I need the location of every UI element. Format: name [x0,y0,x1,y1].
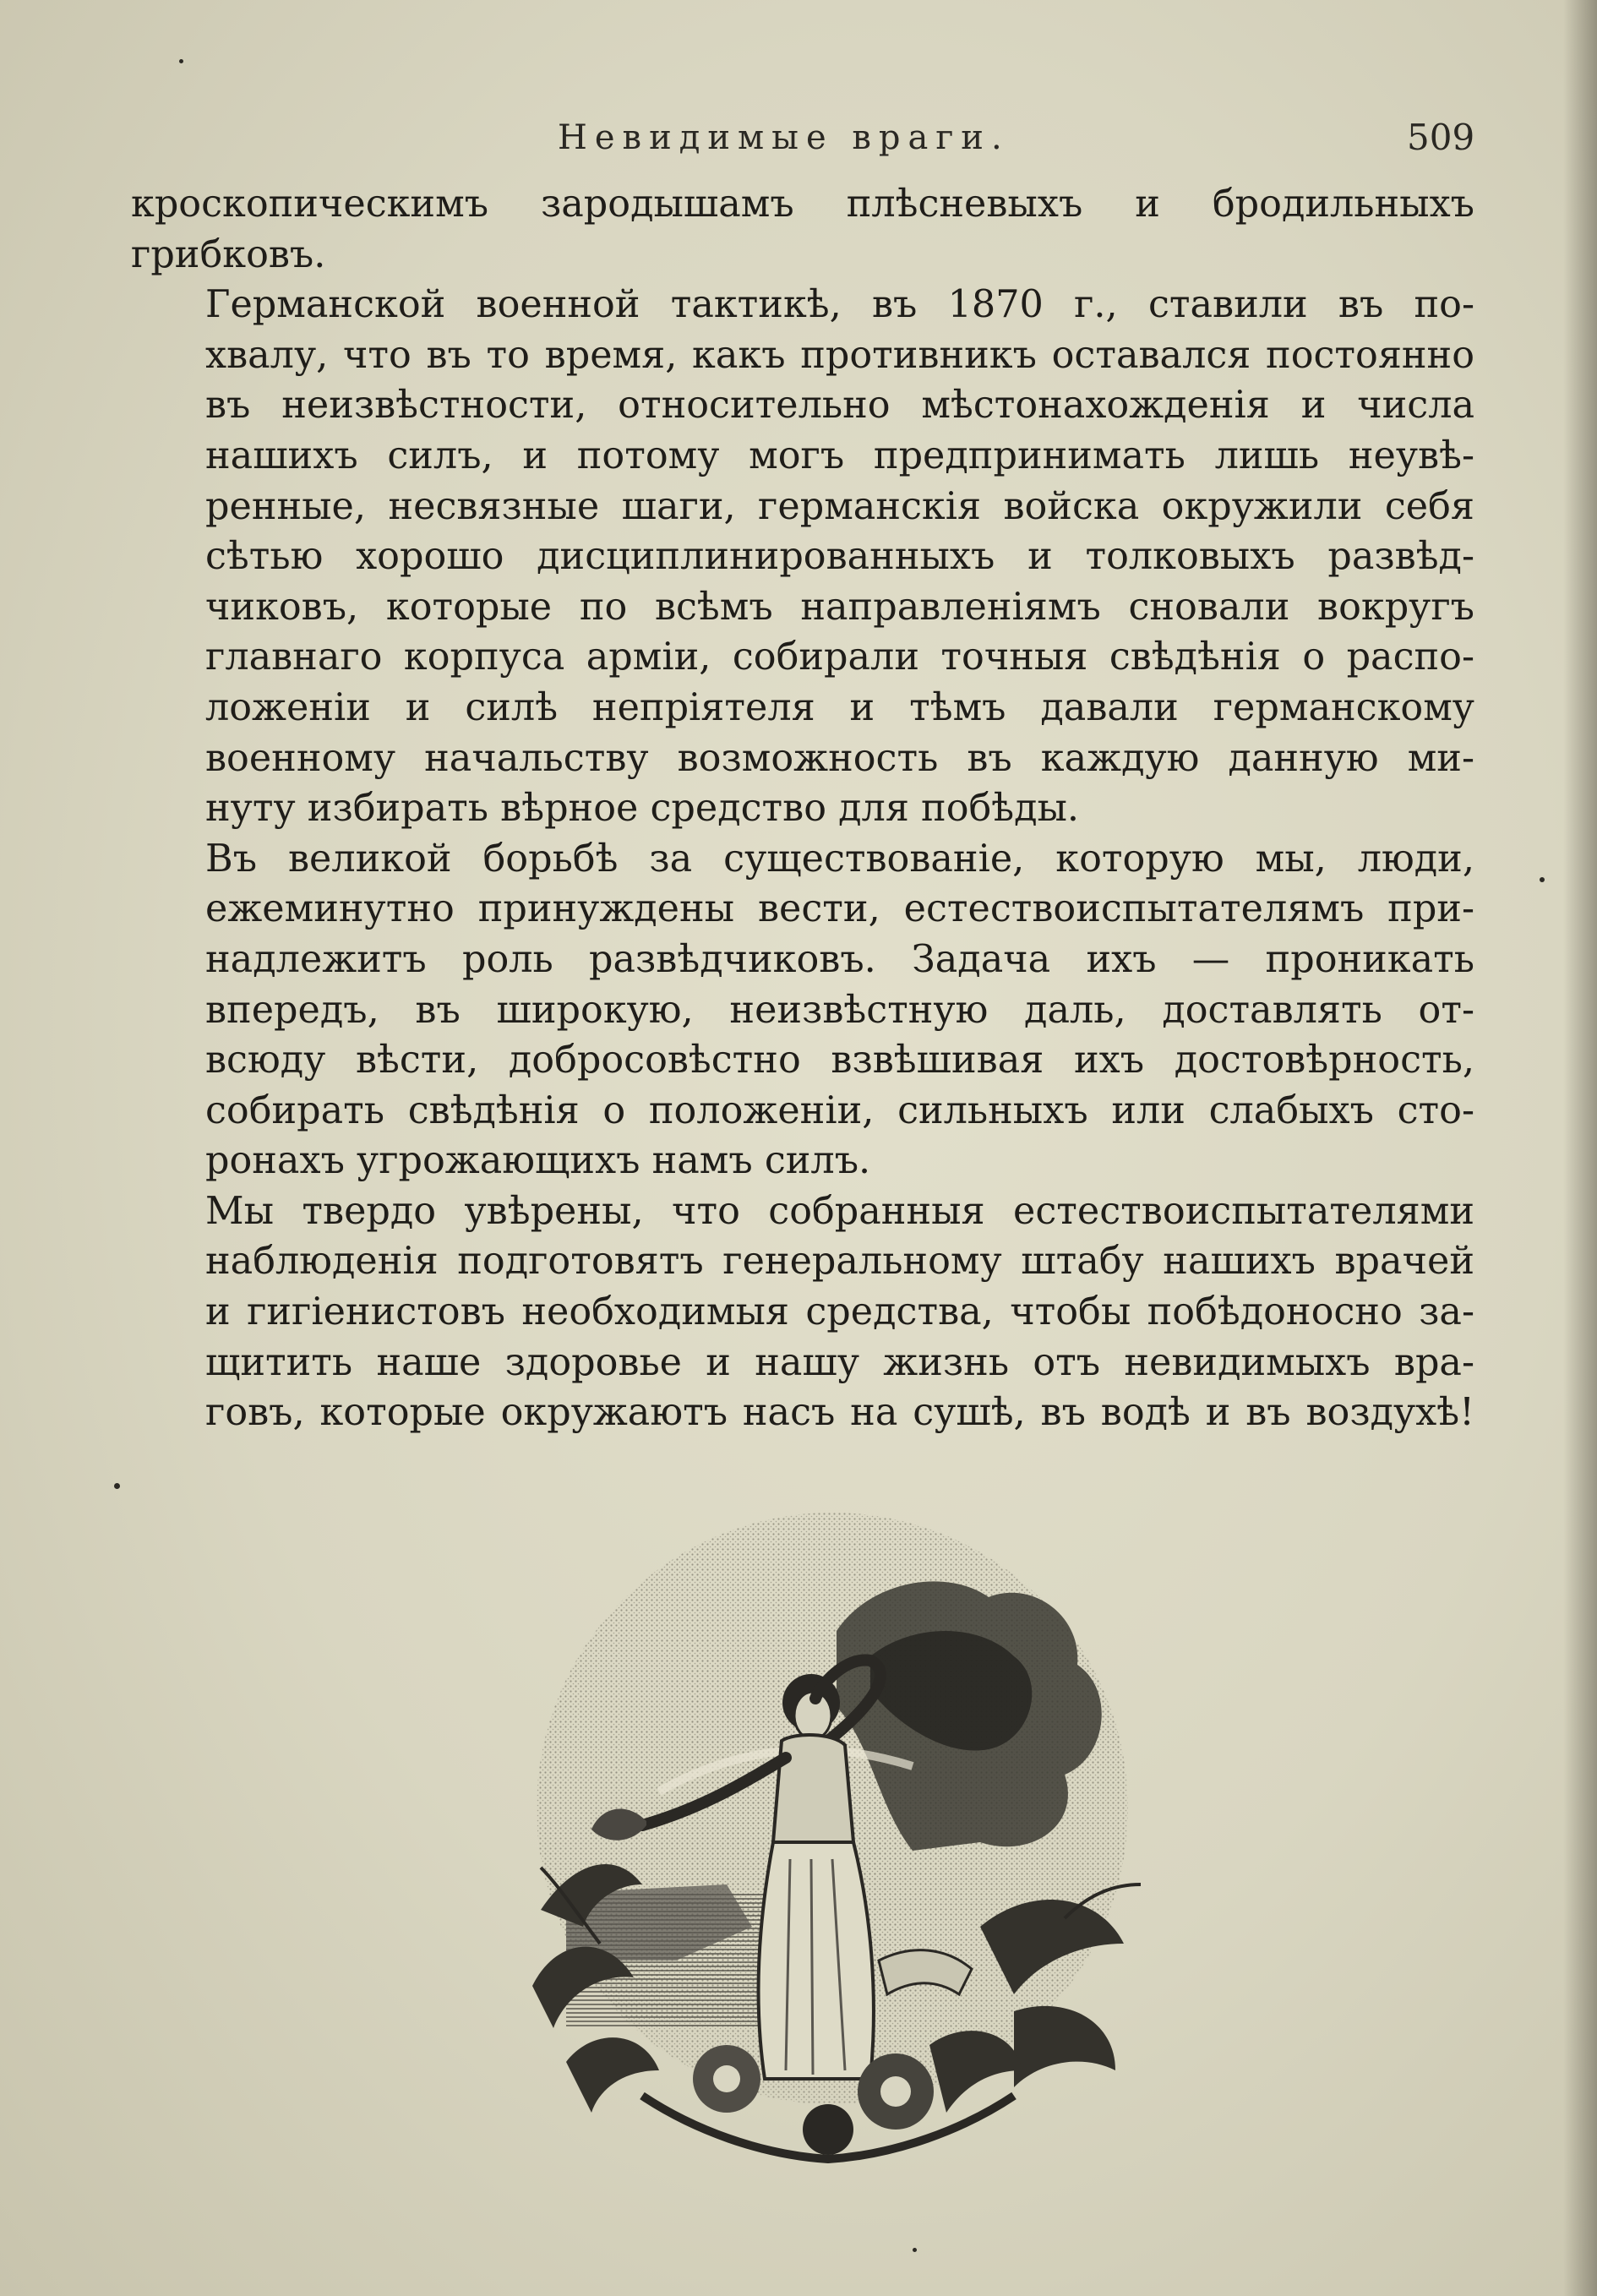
text-line: всюду вѣсти, добросовѣстно взвѣшивая ихъ достовѣрность, [205,1039,1474,1083]
text-line: собирать свѣдѣнія о положеніи, сильныхъ или слабыхъ сто- [205,1088,1474,1132]
text-line: надлежитъ роль развѣдчиковъ. Задача ихъ — проникать [205,937,1474,981]
text-line: чиковъ, которые по всѣмъ направленіямъ сновали вокругъ [205,585,1474,629]
running-head-title: Невидимые враги. [558,118,1010,157]
text-line: ежеминутно принуждены вести, естествоиспытателямъ при- [205,887,1474,931]
text-line: впередъ, въ широкую, неизвѣстную даль, доставлять от- [205,988,1474,1032]
paragraph-3 [131,834,1474,1186]
text-line: ронахъ угрожающихъ намъ силъ. [205,1139,871,1183]
text-line: главнаго корпуса арміи, собирали точныя свѣдѣнія о распо- [205,635,1474,679]
paragraph-4 [131,1186,1474,1438]
paper-speck [114,1483,120,1489]
text-line: сѣтью хорошо дисциплинированныхъ и толковыхъ развѣд- [205,535,1474,579]
paper-speck [913,2248,917,2252]
body-text [131,179,1474,1438]
text-line: наблюденія подготовятъ генеральному штабу нашихъ врачей [205,1240,1474,1284]
text-line: Мы твердо увѣрены, что собранныя естествоиспытателями [205,1189,1474,1233]
paragraph-2 [131,280,1474,834]
text-line: нашихъ силъ, и потому могъ предпринимать лишь неувѣ- [205,434,1474,477]
vignette-engraving-scout-figure-icon [473,1487,1191,2180]
text-line: ложеніи и силѣ непріятеля и тѣмъ давали германскому [205,685,1474,729]
page-number: 509 [1407,117,1475,158]
text-line: нуту избирать вѣрное средство для побѣды. [205,787,1080,831]
text-line: щитить наше здоровье и нашу жизнь отъ невидимыхъ вра- [205,1340,1474,1384]
paragraph-1 [131,179,1474,280]
text-line: и гигіенистовъ необходимыя средства, чтобы побѣдоносно за- [205,1290,1474,1334]
text-line: говъ, которые окружаютъ насъ на сушѣ, въ водѣ и въ воздухѣ! [205,1391,1474,1435]
text-line: ренные, несвязные шаги, германскія войска окружили себя [205,484,1474,528]
text-line: Въ великой борьбѣ за существованіе, которую мы, люди, [205,837,1474,881]
text-line: въ неизвѣстности, относительно мѣстонахожденія и числа [205,384,1474,428]
text-line: грибковъ. [131,232,326,276]
text-line: хвалу, что въ то время, какъ противникъ оставался постоянно [205,333,1474,377]
page-edge-shadow [1563,0,1597,2296]
text-line: кроскопическимъ зародышамъ плѣсневыхъ и бродильныхъ [131,183,1474,226]
text-line: Германской военной тактикѣ, въ 1870 г., ставили въ по- [205,283,1474,327]
paper-speck [1540,877,1545,882]
paper-speck [179,59,183,63]
text-line: военному начальству возможность въ каждую данную ми- [205,736,1474,780]
